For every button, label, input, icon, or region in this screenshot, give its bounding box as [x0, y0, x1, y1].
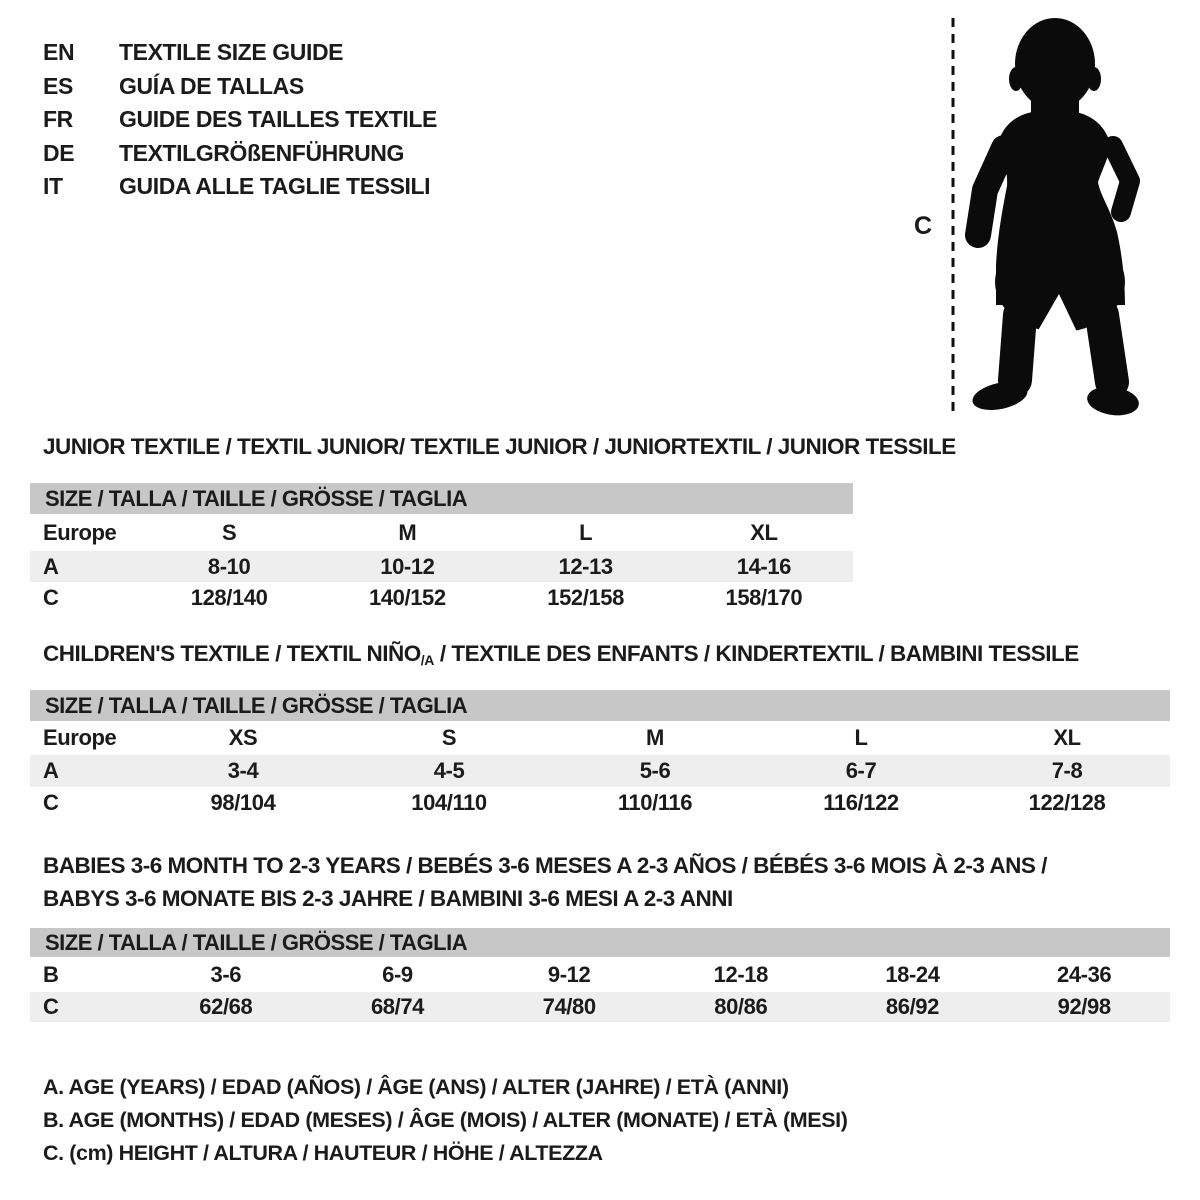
size-cell: 6-7 — [845, 758, 877, 783]
language-code: EN — [43, 39, 75, 66]
table-row — [30, 787, 1170, 818]
table-row — [30, 551, 853, 582]
language-title-list — [43, 36, 437, 204]
size-cell: 158/170 — [725, 585, 803, 610]
size-cell: M — [646, 725, 664, 750]
size-cell: S — [221, 519, 237, 545]
row-label-cell: A — [43, 758, 59, 783]
size-cell: L — [854, 725, 868, 750]
size-cell: 128/140 — [190, 585, 268, 610]
size-cell: 122/128 — [1028, 789, 1106, 815]
size-cell: 104/110 — [411, 789, 487, 815]
children-section-title — [43, 641, 1079, 668]
size-header-bar: SIZE / TALLA / TAILLE / GRÖSSE / TAGLIA — [30, 483, 853, 514]
toddler-silhouette-icon — [900, 0, 1200, 430]
babies-title-line1: BABIES 3-6 MONTH TO 2-3 YEARS / BEBÉS 3-6 MESES A 2-3 AÑOS / BÉBÉS 3-6 MOIS À 2-3 ANS / — [43, 853, 1047, 878]
size-cell: 116/122 — [823, 789, 899, 815]
size-cell: 9-12 — [547, 961, 591, 987]
height-figure — [900, 0, 1200, 430]
row-label-cell: B — [43, 961, 59, 987]
children-title-text: CHILDREN'S TEXTILE / TEXTIL NIÑO — [43, 641, 421, 666]
size-cell: 68/74 — [370, 994, 425, 1019]
size-cell: 62/68 — [199, 994, 253, 1019]
row-label-cell: Europe — [43, 725, 117, 750]
size-cell: 92/98 — [1057, 994, 1111, 1019]
size-cell: 14-16 — [736, 553, 792, 579]
size-header-bar: SIZE / TALLA / TAILLE / GRÖSSE / TAGLIA — [30, 928, 1170, 957]
size-cell: 74/80 — [542, 994, 596, 1019]
size-cell: 5-6 — [639, 758, 671, 783]
table-row — [30, 514, 853, 551]
children-title-subscript: /A — [420, 652, 435, 668]
size-cell: 152/158 — [547, 585, 624, 610]
measure-legend — [43, 1071, 848, 1170]
size-header-bar: SIZE / TALLA / TAILLE / GRÖSSE / TAGLIA — [30, 690, 1170, 721]
size-cell: 6-9 — [382, 961, 413, 987]
language-row — [43, 36, 437, 70]
language-code: IT — [43, 173, 63, 200]
language-row — [43, 137, 437, 171]
size-cell: 3-6 — [210, 961, 242, 987]
babies-title-line2: BABYS 3-6 MONATE BIS 2-3 JAHRE / BAMBINI 3-6 MESI A 2-3 ANNI — [43, 886, 733, 911]
junior-size-table — [30, 483, 853, 614]
size-cell: 7-8 — [1051, 758, 1083, 783]
children-size-table — [30, 690, 1170, 818]
size-cell: 110/116 — [617, 789, 693, 815]
babies-table-grid — [30, 957, 1170, 1022]
language-label: GUÍA DE TALLAS — [119, 72, 304, 99]
size-cell: 8-10 — [207, 553, 251, 579]
size-cell: 140/152 — [369, 585, 446, 610]
legend-line-a: A. AGE (YEARS) / EDAD (AÑOS) / ÂGE (ANS) / ALTER (JAHRE) / ETÀ (ANNI) — [43, 1075, 789, 1099]
children-table-grid — [30, 721, 1170, 818]
language-row — [43, 103, 437, 137]
size-cell: 86/92 — [885, 994, 939, 1019]
babies-size-table — [30, 928, 1170, 1022]
size-cell: 4-5 — [433, 758, 465, 783]
row-label-cell: A — [43, 553, 59, 579]
size-cell: 80/86 — [714, 994, 768, 1019]
row-label-cell: C — [43, 789, 59, 815]
table-row — [30, 582, 853, 614]
size-cell: L — [579, 519, 593, 545]
table-row — [30, 755, 1170, 787]
row-label-cell: C — [43, 994, 59, 1019]
size-cell: XL — [750, 519, 778, 545]
language-label: TEXTILGRÖßENFÜHRUNG — [119, 139, 404, 166]
legend-line-c: C. (cm) HEIGHT / ALTURA / HAUTEUR / HÖHE / ALTEZZA — [43, 1141, 603, 1165]
size-cell: 24-36 — [1057, 961, 1112, 987]
size-cell: 98/104 — [210, 789, 276, 815]
size-cell: S — [441, 725, 457, 750]
children-title-text: / TEXTILE DES ENFANTS / KINDERTEXTIL / BAMBINI TESSILE — [434, 641, 1079, 666]
language-label: GUIDE DES TAILLES TEXTILE — [119, 106, 437, 133]
language-code: FR — [43, 106, 73, 133]
size-cell: 18-24 — [885, 961, 940, 987]
row-label-cell: Europe — [43, 519, 117, 545]
language-label: TEXTILE SIZE GUIDE — [119, 39, 344, 66]
language-row — [43, 170, 437, 204]
size-cell: 3-4 — [227, 758, 259, 783]
size-cell: 12-13 — [558, 553, 613, 579]
size-cell: 12-18 — [713, 961, 768, 987]
legend-line-b: B. AGE (MONTHS) / EDAD (MESES) / ÂGE (MOIS) / ALTER (MONATE) / ETÀ (MESI) — [43, 1108, 848, 1132]
size-cell: 10-12 — [380, 553, 435, 579]
language-code: ES — [43, 72, 73, 99]
language-code: DE — [43, 139, 75, 166]
table-row — [30, 957, 1170, 992]
row-label-cell: C — [43, 585, 59, 610]
table-row — [30, 992, 1170, 1022]
junior-section-title: JUNIOR TEXTILE / TEXTIL JUNIOR/ TEXTILE JUNIOR / JUNIORTEXTIL / JUNIOR TESSILE — [43, 434, 956, 459]
language-row — [43, 70, 437, 104]
babies-section-title — [43, 849, 1047, 915]
size-cell: XL — [1053, 725, 1081, 750]
table-row — [30, 721, 1170, 755]
size-cell: M — [398, 519, 417, 545]
measure-label: C — [914, 212, 932, 240]
size-cell: XS — [228, 725, 258, 750]
junior-table-grid — [30, 514, 853, 614]
language-label: GUIDA ALLE TAGLIE TESSILI — [119, 173, 431, 200]
